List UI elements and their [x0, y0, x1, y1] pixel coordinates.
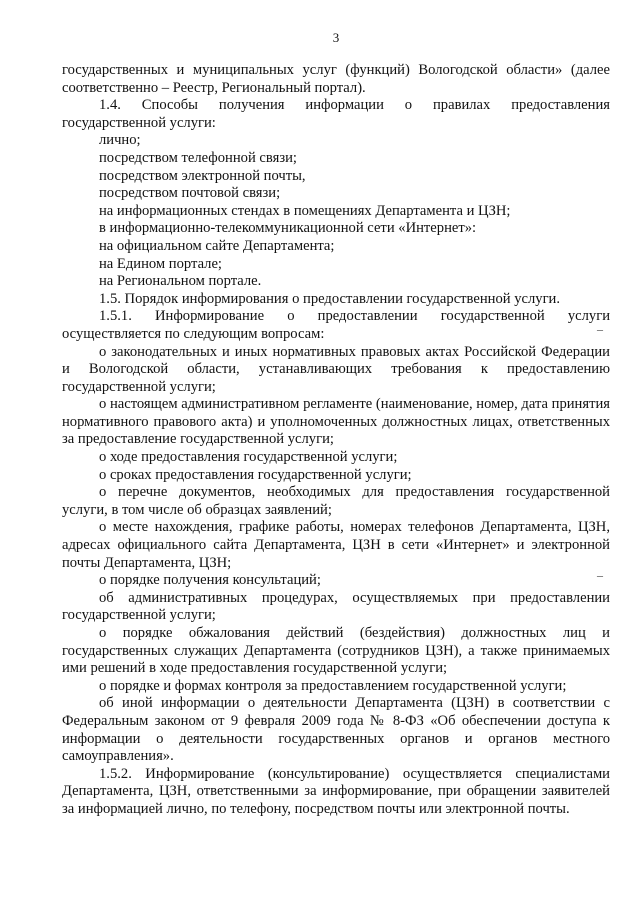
list-item-stands: на информационных стендах в помещениях Департамента и ЦЗН;: [99, 202, 511, 219]
list-item-location: о месте нахождения, графике работы, номерах телефонов Департамента, ЦЗН, адресах официального сайта Департамента, ЦЗН в сети «Интернет» и электронной почты Департамента, ЦЗН;: [62, 519, 610, 571]
list-item-terms: о сроках предоставления государственной услуги;: [99, 466, 412, 483]
list-item-post: посредством почтовой связи;: [99, 185, 281, 202]
list-item-procedures: об административных процедурах, осуществляемых при предоставлении государственной услуги;: [62, 589, 610, 624]
scan-mark: –: [597, 568, 603, 582]
list-item-appeals: о порядке обжалования действий (бездействия) должностных лиц и государственных служащих Департамента (сотрудников ЦЗН), а также принимаемых ими решений в ходе предоставления государственной услуги;: [62, 625, 610, 677]
list-item-consultations: о порядке получения консультаций;: [99, 572, 321, 589]
list-item-control: о порядке и формах контроля за предоставлением государственной услуги;: [99, 677, 567, 694]
list-item-dept-site: на официальном сайте Департамента;: [99, 237, 335, 254]
list-item-in-person: лично;: [99, 132, 141, 149]
list-item-unified-portal: на Едином портале;: [99, 255, 222, 272]
paragraph-1-5-1: 1.5.1. Информирование о предоставлении государственной услуги осуществляется по следующим вопросам:: [62, 308, 610, 342]
scan-mark: –: [597, 322, 603, 336]
list-item-phone: посредством телефонной связи;: [99, 149, 297, 166]
document-body: [62, 62, 610, 819]
list-item-regulation: о настоящем административном регламенте (наименование, номер, дата принятия нормативного правового акта) и уполномоченных должностных лицах, ответственных за предоставление государственной услуги;: [62, 396, 610, 448]
list-item-regional-portal: на Региональном портале.: [99, 273, 262, 290]
paragraph-1-5-2: 1.5.2. Информирование (консультирование) осуществляется специалистами Департамента, ЦЗН, ответственными за информирование, при обращении заявителей за информацией лично, по телефону, посредством почты или электронной почты.: [62, 765, 610, 817]
list-item-other-info: об иной информации о деятельности Департамента (ЦЗН) в соответствии с Федеральным законом от 9 февраля 2009 года № 8-ФЗ «Об обеспечении доступа к информации о деятельности государственных органов и органов местного самоуправления».: [62, 695, 610, 765]
list-item-internet: в информационно-телекоммуникационной сети «Интернет»:: [99, 220, 477, 237]
paragraph-registry-continuation: государственных и муниципальных услуг (функций) Вологодской области» (далее соответственно – Реестр, Региональный портал).: [62, 62, 610, 96]
page-number: 3: [332, 30, 340, 45]
list-item-legislation: о законодательных и иных нормативных правовых актах Российской Федерации и Вологодской области, устанавливающих требования к предоставлению государственной услуги;: [62, 343, 610, 395]
list-item-progress: о ходе предоставления государственной услуги;: [99, 449, 398, 466]
paragraph-1-4-heading: 1.4. Способы получения информации о правилах предоставления государственной услуги:: [62, 97, 610, 131]
list-item-documents: о перечне документов, необходимых для предоставления государственной услуги, в том числе об образцах заявлений;: [62, 484, 610, 518]
list-item-email: посредством электронной почты,: [99, 167, 306, 184]
paragraph-1-5-heading: 1.5. Порядок информирования о предоставлении государственной услуги.: [99, 290, 561, 307]
